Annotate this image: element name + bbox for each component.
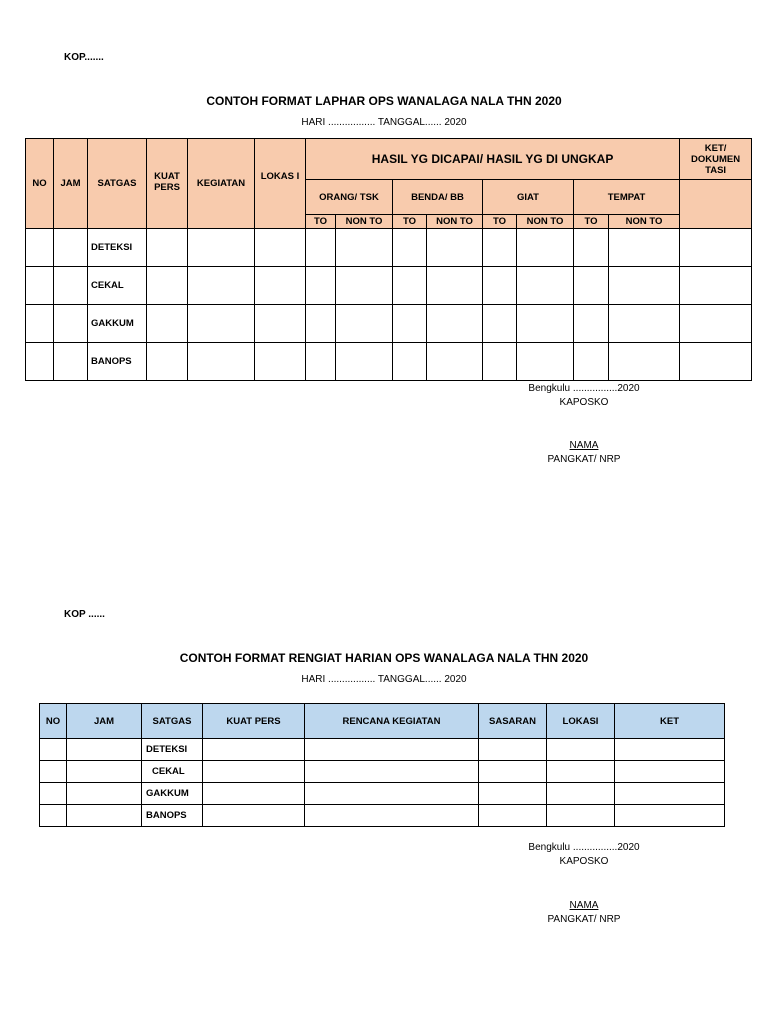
signature-place-date: Bengkulu ................2020: [528, 383, 640, 394]
table-row: [26, 343, 752, 381]
table-row: [40, 761, 725, 783]
group-tempat: TEMPAT: [574, 180, 680, 215]
table-row: [40, 805, 725, 827]
laphar-title: CONTOH FORMAT LAPHAR OPS WANALAGA NALA THN 2020: [206, 94, 562, 108]
table-row: [40, 783, 725, 805]
row-satgas: CEKAL: [88, 267, 147, 305]
col-kuat-pers: KUAT PERS: [147, 139, 188, 229]
sub-to: TO: [483, 215, 517, 229]
kop-label: KOP.......: [64, 52, 104, 63]
sub-to: TO: [393, 215, 427, 229]
col-kegiatan: KEGIATAN: [188, 139, 255, 229]
rengiat-subtitle: HARI ................. TANGGAL...... 2020: [301, 674, 467, 685]
row-satgas: BANOPS: [88, 343, 147, 381]
signature-rank: PANGKAT/ NRP: [547, 454, 621, 465]
signature-name: NAMA: [569, 440, 599, 451]
group-giat: GIAT: [483, 180, 574, 215]
signature-place-date: Bengkulu ................2020: [528, 842, 640, 853]
col-jam: JAM: [67, 704, 142, 739]
table-row: [26, 229, 752, 267]
table-row: [40, 739, 725, 761]
group-benda-bb: BENDA/ BB: [393, 180, 483, 215]
sub-non-to: NON TO: [517, 215, 574, 229]
signature-role: KAPOSKO: [559, 856, 609, 867]
sub-non-to: NON TO: [336, 215, 393, 229]
row-satgas: GAKKUM: [88, 305, 147, 343]
col-ket: KET: [615, 704, 725, 739]
col-kuat-pers: KUAT PERS: [203, 704, 305, 739]
sub-to: TO: [574, 215, 609, 229]
col-sasaran: SASARAN: [479, 704, 547, 739]
col-no: NO: [40, 704, 67, 739]
col-no: NO: [26, 139, 54, 229]
row-satgas: CEKAL: [142, 761, 203, 783]
rengiat-table: [39, 703, 725, 827]
signature-name: NAMA: [569, 900, 599, 911]
col-lokasi: LOKAS I: [255, 139, 306, 229]
signature-rank: PANGKAT/ NRP: [547, 914, 621, 925]
kop-label: KOP ......: [64, 609, 105, 620]
sub-non-to: NON TO: [427, 215, 483, 229]
sub-non-to: NON TO: [609, 215, 680, 229]
col-ket-sub: [680, 180, 752, 229]
col-satgas: SATGAS: [142, 704, 203, 739]
laphar-table: [25, 138, 752, 381]
rengiat-title: CONTOH FORMAT RENGIAT HARIAN OPS WANALAGA NALA THN 2020: [179, 651, 589, 665]
col-ket: KET/ DOKUMEN TASI: [680, 139, 752, 180]
col-satgas: SATGAS: [88, 139, 147, 229]
sub-to: TO: [306, 215, 336, 229]
row-satgas: GAKKUM: [142, 783, 203, 805]
signature-role: KAPOSKO: [559, 397, 609, 408]
col-lokasi: LOKASI: [547, 704, 615, 739]
row-satgas: DETEKSI: [142, 739, 203, 761]
laphar-subtitle: HARI ................. TANGGAL...... 2020: [301, 117, 467, 128]
col-hasil: HASIL YG DICAPAI/ HASIL YG DI UNGKAP: [306, 139, 680, 180]
table-row: [26, 267, 752, 305]
group-orang-tsk: ORANG/ TSK: [306, 180, 393, 215]
col-jam: JAM: [54, 139, 88, 229]
row-satgas: DETEKSI: [88, 229, 147, 267]
row-satgas: BANOPS: [142, 805, 203, 827]
col-rencana-kegiatan: RENCANA KEGIATAN: [305, 704, 479, 739]
table-row: [26, 305, 752, 343]
